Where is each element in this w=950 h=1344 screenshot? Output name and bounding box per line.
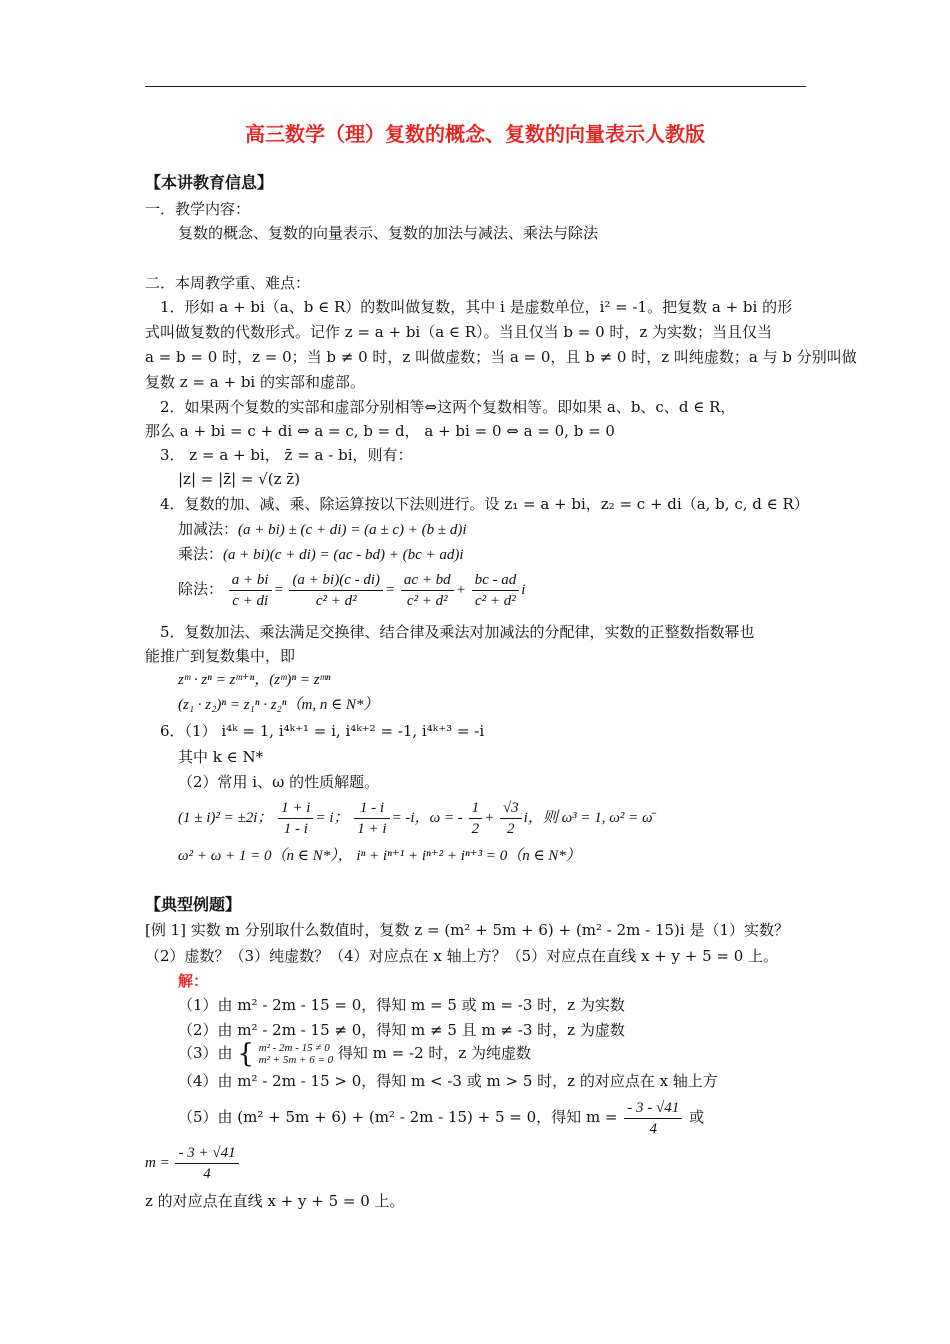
fraction-one-half: $\frac{1}{2}$ [469,798,483,839]
item4-line1: 4．复数的加、减、乘、除运算按以下法则进行。设 z₁ = a + bi，z₂ = c + di（a, b, c, d ∈ R） [160,495,809,513]
item1-line1: 1．形如 a + bi（a、b ∈ R）的数叫做复数，其中 i 是虚数单位，i² = -1。把复数 a + bi 的形 [160,298,793,316]
item5-formula2: (z₁ · z₂)ⁿ = z₁ⁿ · z₂ⁿ（m, n ∈ N*） [178,697,379,713]
item1-line2: 式叫做复数的代数形式。记作 z = a + bi（a ∈ R）。当且仅当 b = 0 时，z 为实数；当且仅当 [145,323,773,341]
teaching-content-body: 复数的概念、复数的向量表示、复数的加法与减法、乘法与除法 [178,224,599,242]
item6-line3: （2）常用 i、ω 的性质解题。 [178,773,380,791]
item4-div: 除法： $\frac{a + bi}{c + di}$ = $\frac{(a + bi)(c - di)}{\text{c² + d²}}$ = $\frac{ac + bd}{\text{c² + d²}}$ + $\frac{bc - ad}{\text{c² + d²}}$ i [178,572,526,610]
solution-5 [178,1094,704,1140]
add-label: 加减法： [178,520,239,538]
solution-3-prefix: （3）由 [178,1044,233,1062]
mul-label: 乘法： [178,545,224,563]
item6-l4-a: (1 ± i)² = ±2i； [178,810,273,826]
item6-line2: 其中 k ∈ N* [178,748,264,766]
section-heading-examples: 【典型例题】 [145,895,242,914]
solution-4: （4）由 m² - 2m - 15 > 0，得知 m < -3 或 m > 5 时，z 的对应点在 x 轴上方 [178,1072,718,1090]
item2-line1: 2．如果两个复数的实部和虚部分别相等⇔这两个复数相等。即如果 a、b、c、d ∈ R， [160,398,736,416]
div-fraction-4: $\frac{bc - ad}{\text{c² + d²}}$ [472,570,520,611]
example1-line2: （2）虚数？（3）纯虚数？（4）对应点在 x 轴上方？（5）对应点在直线 x + y + 5 = 0 上。 [145,947,779,965]
solution-5-second [145,1140,241,1186]
fraction-1mi-over-1pi: $\frac{1 - i}{1 + i}$ [354,798,389,839]
brace-icon: { [237,1039,254,1069]
solution-5b-prefix: m = [145,1155,170,1171]
item5-line2: 能推广到复数集中，即 [145,647,296,665]
div-fraction-1: $\frac{a + bi}{c + di}$ [229,570,272,611]
item3-line2: |z| = |z̄| = √(z z̄) [178,470,301,488]
add-formula: (a + bi) ± (c + di) = (a ± c) + (b ± d)i [238,522,467,538]
teaching-content-label: 一．教学内容： [145,200,251,218]
page-title: 高三数学（理）复数的概念、复数的向量表示人教版 [245,122,705,146]
solution-3-suffix: 得知 m = -2 时，z 为纯虚数 [337,1044,532,1062]
solution-5b-fraction: $\frac{- 3 + √41}{4}$ [175,1143,238,1184]
solution-2: （2）由 m² - 2m - 15 ≠ 0，得知 m ≠ 5 且 m ≠ -3 时，z 为虚数 [178,1021,625,1039]
item6-l4-c: = -i，ω = - [391,810,463,826]
item2-line2: 那么 a + bi = c + di ⇔ a = c, b = d， a + bi = 0 ⇔ a = 0, b = 0 [145,422,615,440]
item1-line4: 复数 z = a + bi 的实部和虚部。 [145,373,365,391]
solution-label: 解： [178,972,209,990]
item5-line1: 5．复数加法、乘法满足交换律、结合律及乘法对加减法的分配律，实数的正整数指数幂也 [160,623,755,641]
key-points-label: 二．本周教学重、难点： [145,274,311,292]
example1-line1: [例 1] 实数 m 分别取什么数值时，复数 z = (m² + 5m + 6) + (m² - 2m - 15)i 是（1）实数？ [145,921,789,939]
section-heading-info: 【本讲教育信息】 [145,173,274,192]
item4-mul [178,543,464,566]
solution-3 [178,1040,531,1067]
solution-3-system: m² - 2m - 15 ≠ 0 m² + 5m + 6 = 0 [258,1042,334,1066]
div-fraction-3: $\frac{ac + bd}{\text{c² + d²}}$ [401,570,454,611]
item6-line5: ω² + ω + 1 = 0（n ∈ N*）， iⁿ + iⁿ⁺¹ + iⁿ⁺² + iⁿ⁺³ = 0（n ∈ N*） [178,848,581,864]
solution-5-prefix: （5）由 (m² + 5m + 6) + (m² - 2m - 15) + 5 = 0，得知 m = [178,1108,618,1126]
fraction-sqrt3-half: $\frac{√3}{2}$ [500,798,522,839]
item5-formula1: zᵐ · zⁿ = zᵐ⁺ⁿ，(zᵐ)ⁿ = zᵐⁿ [178,672,331,688]
solution-5-conclusion: z 的对应点在直线 x + y + 5 = 0 上。 [145,1192,405,1210]
item4-add [178,518,466,541]
solution-5-fraction: $\frac{- 3 - √41}{4}$ [624,1098,682,1139]
item1-line3: a = b = 0 时，z = 0；当 b ≠ 0 时，z 叫做虚数；当 a = 0，且 b ≠ 0 时，z 叫纯虚数；a 与 b 分别叫做 [145,348,857,366]
item6-line1: 6．（1） i⁴ᵏ = 1, i⁴ᵏ⁺¹ = i, i⁴ᵏ⁺² = -1, i⁴ᵏ⁺³ = -i [160,722,485,740]
header-rule [145,86,806,87]
item6-l4-e: i，则 ω³ = 1, ω² = ω̄ [523,810,653,826]
solution-1: （1）由 m² - 2m - 15 = 0，得知 m = 5 或 m = -3 时，z 为实数 [178,996,625,1014]
item6-line4 [178,795,653,841]
item6-l4-d: + [484,810,495,826]
item3-line1: 3． z = a + bi， z̄ = a - bi，则有： [160,446,413,464]
div-fraction-2: $\frac{(a + bi)(c - di)}{\text{c² + d²}}$ [289,570,383,611]
item6-l4-b: = i； [315,810,349,826]
solution-5-suffix: 或 [689,1108,705,1126]
fraction-1pi-over-1mi: $\frac{1 + i}{1 - i}$ [278,798,313,839]
div-label: 除法： [178,580,224,598]
mul-formula: (a + bi)(c + di) = (ac - bd) + (bc + ad)i [223,547,464,563]
